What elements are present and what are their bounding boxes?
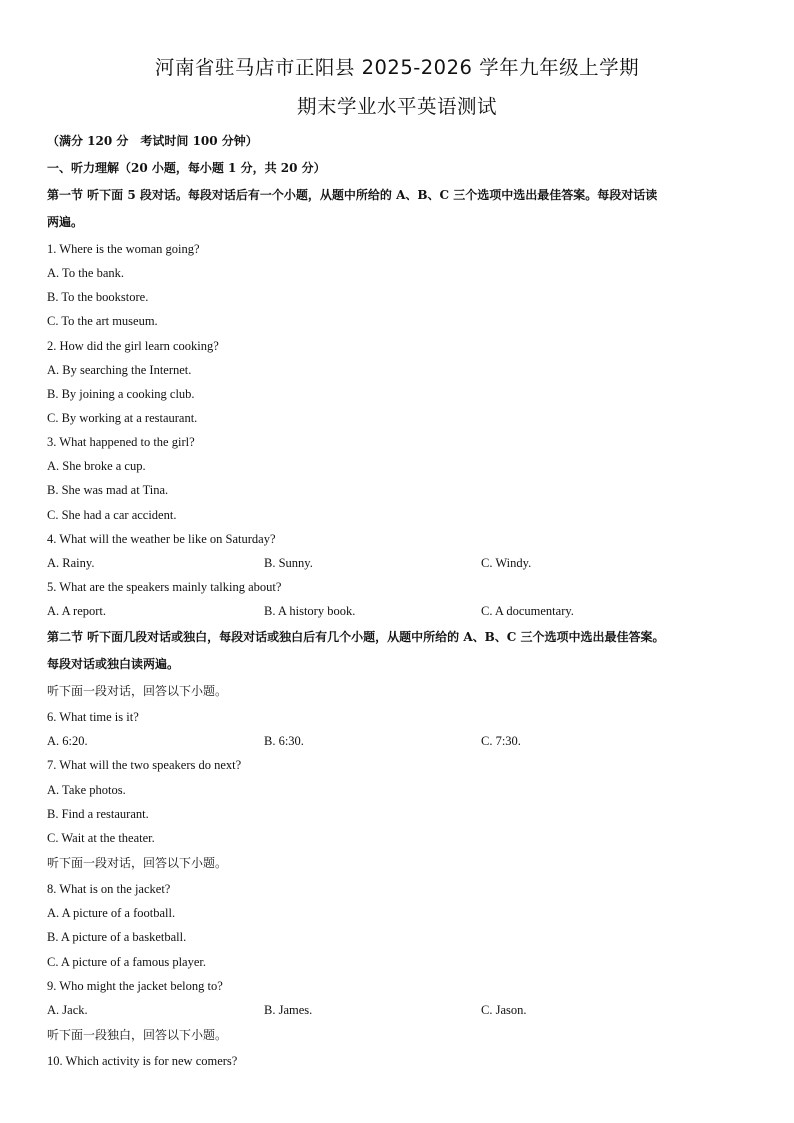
option-b: B. A picture of a basketball. — [47, 930, 187, 944]
part1-instructions: 第一节 听下面 5 段对话。每段对话后有一个小题，从题中所给的 A、B、C 三个选项中选出最佳答案。每段对话读 — [47, 188, 658, 202]
question-stem: 1. Where is the woman going? — [47, 242, 200, 256]
option-b: B. Find a restaurant. — [47, 807, 149, 821]
option-b: B. By joining a cooking club. — [47, 387, 195, 401]
question-stem: 8. What is on the jacket? — [47, 882, 171, 896]
question-stem: 7. What will the two speakers do next? — [47, 758, 242, 772]
option-c: C. By working at a restaurant. — [47, 411, 198, 425]
option-b: B. She was mad at Tina. — [47, 483, 169, 497]
option-a: A. A picture of a football. — [47, 906, 176, 920]
option-c: C. She had a car accident. — [47, 508, 177, 522]
option-a: A. A report. — [47, 604, 107, 618]
exam-title-line2: 期末学业水平英语测试 — [296, 95, 497, 118]
option-c: C. 7:30. — [481, 734, 521, 748]
score-time-note: （满分 120 分 考试时间 100 分钟） — [47, 134, 258, 148]
option-a: A. She broke a cup. — [47, 459, 146, 473]
option-c: C. Jason. — [481, 1003, 527, 1017]
option-b: B. Sunny. — [264, 556, 313, 570]
question-stem: 6. What time is it? — [47, 710, 139, 724]
option-a: A. By searching the Internet. — [47, 363, 192, 377]
question-stem: 3. What happened to the girl? — [47, 435, 195, 449]
option-b: B. James. — [264, 1003, 313, 1017]
exam-title-line1: 河南省驻马店市正阳县 2025-2026 学年九年级上学期 — [154, 56, 640, 79]
option-b: B. A history book. — [264, 604, 356, 618]
part2-instructions: 第二节 听下面几段对话或独白，每段对话或独白后有几个小题，从题中所给的 A、B、C 三个选项中选出最佳答案。 — [47, 630, 665, 644]
option-c: C. Wait at the theater. — [47, 831, 155, 845]
listen-instruction: 听下面一段独白，回答以下小题。 — [47, 1028, 228, 1042]
option-a: A. Jack. — [47, 1003, 88, 1017]
option-b: B. To the bookstore. — [47, 290, 149, 304]
option-a: A. 6:20. — [47, 734, 88, 748]
option-a: A. To the bank. — [47, 266, 125, 280]
option-a: A. Rainy. — [47, 556, 95, 570]
question-stem: 2. How did the girl learn cooking? — [47, 339, 219, 353]
option-c: C. To the art museum. — [47, 314, 158, 328]
option-c: C. A documentary. — [481, 604, 574, 618]
option-c: C. A picture of a famous player. — [47, 955, 206, 969]
listen-instruction: 听下面一段对话，回答以下小题。 — [47, 684, 228, 698]
option-c: C. Windy. — [481, 556, 532, 570]
listen-instruction: 听下面一段对话，回答以下小题。 — [47, 856, 228, 870]
part1-instructions-cont: 两遍。 — [47, 215, 84, 229]
question-stem: 5. What are the speakers mainly talking about? — [47, 580, 282, 594]
section-heading: 一、听力理解（20 小题，每小题 1 分，共 20 分） — [47, 161, 326, 175]
question-stem: 4. What will the weather be like on Saturday? — [47, 532, 276, 546]
question-stem: 10. Which activity is for new comers? — [47, 1054, 238, 1068]
option-b: B. 6:30. — [264, 734, 304, 748]
part2-instructions-cont: 每段对话或独白读两遍。 — [47, 657, 180, 671]
option-a: A. Take photos. — [47, 783, 126, 797]
question-stem: 9. Who might the jacket belong to? — [47, 979, 223, 993]
